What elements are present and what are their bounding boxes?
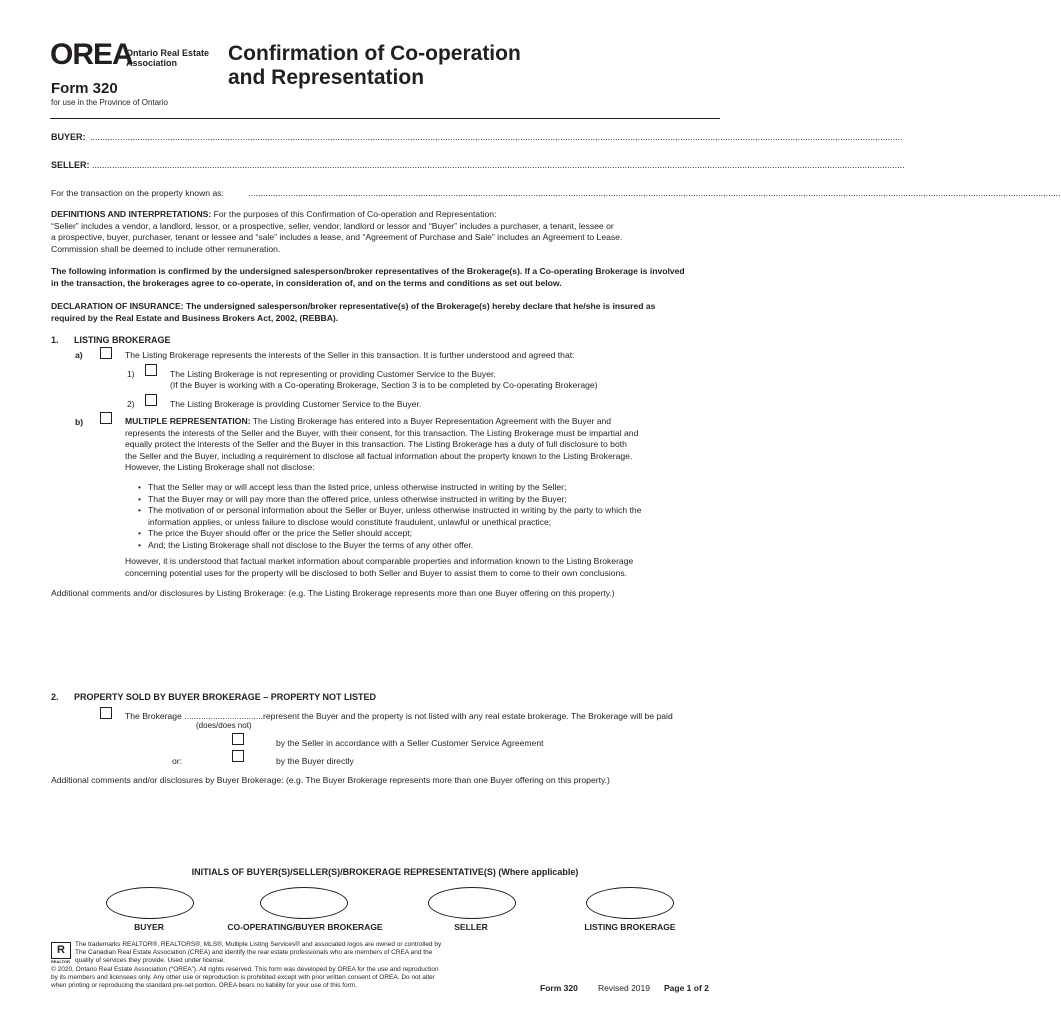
definitions-line-3: a prospective, buyer, purchaser, tenant or lessee and “sale” includes a lease, and “Agreement of Purchase and Sale” includes an Agreement to Lease. <box>51 232 623 243</box>
bullet-item: • That the Buyer may or will pay more than the offered price, unless otherwise instructed in writing by the Buyer; <box>136 494 726 506</box>
option-a-text: The Listing Brokerage represents the interests of the Seller in this transaction. It is further understood and agreed that: <box>125 350 575 360</box>
definitions-line-4: Commission shall be deemed to include other remuneration. <box>51 243 281 254</box>
bullet-item: • The price the Buyer should offer or the price the Seller should accept; <box>136 528 726 540</box>
seller-initials-label: SELLER <box>454 922 488 932</box>
definitions-line-2: “Seller” includes a vendor, a landlord, lessor, or a prospective, seller, vendor, landlord or lessor and “Buyer” includes a purchaser, a tenant, lessee or <box>51 220 614 231</box>
option-b-text <box>125 416 723 474</box>
buyer-pays-checkbox[interactable] <box>232 750 244 762</box>
trademark-line-3: quality of services they provide. Used under license. <box>75 957 225 964</box>
option-b-label: b) <box>75 417 84 427</box>
disclosure-bullets <box>136 482 726 552</box>
seller-initials-oval[interactable] <box>428 887 516 919</box>
property-label: For the transaction on the property known as: <box>51 188 224 198</box>
listing-brokerage-initials-label: LISTING BROKERAGE <box>584 922 676 932</box>
section-1-heading: LISTING BROKERAGE <box>74 335 171 345</box>
multiple-rep-heading: MULTIPLE REPRESENTATION: <box>125 416 251 426</box>
option-a1-note: (If the Buyer is working with a Co-operating Brokerage, Section 3 is to be completed by Co-operating Brokerage) <box>170 380 598 390</box>
however-line-2: concerning potential uses for the property will be disclosed to both Seller and Buyer to assist them to come to their own conclusions. <box>125 567 628 578</box>
insurance-block <box>51 301 731 324</box>
copyright-notice <box>51 966 511 990</box>
trademark-line-1: The trademarks REALTOR®, REALTORS®, MLS®, Multiple Listing Services® and associated logos are owned or controlled by <box>75 941 442 948</box>
option-b-line-4: the Seller and the Buyer, including a requirement to disclose all factual information about the property known to the Listing Brokerage. <box>125 450 633 461</box>
section-1-additional-label: Additional comments and/or disclosures by Listing Brokerage: (e.g. The Listing Brokerage represents more than one Buyer offering on this property.) <box>51 588 615 598</box>
logo-wordmark: OREA <box>50 38 133 71</box>
option-a-label: a) <box>75 350 83 360</box>
title-line-2: and Representation <box>228 66 425 89</box>
section-1-additional-field[interactable] <box>51 602 721 682</box>
however-line-1: However, it is understood that factual market information about comparable properties and information known to the Listing Brokerage <box>125 556 634 566</box>
trademark-line-2: The Canadian Real Estate Association (CREA) and identify the real estate professionals who are members of CREA and the <box>75 949 433 956</box>
initials-heading: INITIALS OF BUYER(S)/SELLER(S)/BROKERAGE REPRESENTATIVE(S) (Where applicable) <box>191 867 579 877</box>
however-block <box>125 556 725 579</box>
section-2-additional-field[interactable] <box>51 790 721 860</box>
property-field[interactable]: ..................................................................................................................................................................................................................................................................................................................................... <box>248 188 1061 198</box>
option-b-line-5: However, the Listing Brokerage shall not disclose: <box>125 462 315 473</box>
logo-org-name: Ontario Real Estate Association <box>126 48 210 68</box>
insurance-line-1: The undersigned salesperson/broker representative(s) of the Brokerage(s) hereby declare that he/she is insured as <box>185 301 656 311</box>
section-2-additional-label: Additional comments and/or disclosures by Buyer Brokerage: (e.g. The Buyer Brokerage represents more than one Buyer offering on this property.) <box>51 775 610 785</box>
form-number: Form 320 <box>51 80 118 97</box>
listing-brokerage-initials-oval[interactable] <box>586 887 674 919</box>
seller-pays-text: by the Seller in accordance with a Seller Customer Service Agreement <box>276 738 544 748</box>
bullet-3-continued: information applies, or unless failure to disclose would constitute fraudulent, unlawful or unethical practice; <box>148 516 552 527</box>
insurance-line-2: required by the Real Estate and Business Brokers Act, 2002, (REBBA). <box>51 312 339 323</box>
confirmed-line-2: in the transaction, the brokerages agree to co-operate, in consideration of, and on the terms and conditions as set out below. <box>51 277 562 288</box>
realtor-word: REALTOR <box>51 959 70 964</box>
form-title <box>228 42 588 90</box>
option-b-checkbox[interactable] <box>100 412 112 424</box>
seller-pays-checkbox[interactable] <box>232 733 244 745</box>
section-2-checkbox[interactable] <box>100 707 112 719</box>
footer-page-number: Page 1 of 2 <box>664 983 709 993</box>
option-a1-text: The Listing Brokerage is not representing or providing Customer Service to the Buyer. <box>170 369 496 379</box>
option-a2-label: 2) <box>127 399 135 409</box>
section-2-brokerage-text: The Brokerage .................................represent the Buyer and the property is not listed with any real estate brokerage. The Brokerage will be paid <box>125 711 673 721</box>
option-b-line-2: represents the interests of the Seller and the Buyer, with their consent, for this transaction. The Listing Brokerage must be impartial and <box>125 427 639 438</box>
confirmed-block <box>51 266 731 289</box>
section-2-heading: PROPERTY SOLD BY BUYER BROKERAGE – PROPERTY NOT LISTED <box>74 692 377 702</box>
definitions-heading: DEFINITIONS AND INTERPRETATIONS: <box>51 209 212 219</box>
realtor-logo <box>51 942 71 964</box>
or-label: or: <box>172 756 183 766</box>
buyer-initials-oval[interactable] <box>106 887 194 919</box>
option-a1-label: 1) <box>127 369 135 379</box>
buyer-initials-label: BUYER <box>134 922 164 932</box>
option-a1-checkbox[interactable] <box>145 364 157 376</box>
option-a-checkbox[interactable] <box>100 347 112 359</box>
bullet-item: • The motivation of or personal information about the Seller or Buyer, unless otherwise instructed in writing by the party to which the information applies, or unless failure to disclose would constitute fraudulent, unlawful or unethical practice; <box>136 505 726 528</box>
definitions-block <box>51 209 731 255</box>
copyright-line-3: when printing or reproducing the standard pre-set portion. OREA bears no liability for your use of this form. <box>51 982 358 989</box>
option-a2-text: The Listing Brokerage is providing Customer Service to the Buyer. <box>170 399 422 409</box>
does-does-not-note: (does/does not) <box>196 721 252 730</box>
footer-form-number: Form 320 <box>540 983 578 993</box>
option-b-line-1: The Listing Brokerage has entered into a Buyer Representation Agreement with the Buyer and <box>252 416 612 426</box>
buyer-field[interactable]: ..................................................................................................................................................................................................................................................................................................................................... <box>90 132 903 142</box>
bullet-item: • That the Seller may or will accept less than the listed price, unless otherwise instructed in writing by the Seller; <box>136 482 726 494</box>
confirmed-line-1: The following information is confirmed by the undersigned salesperson/broker representatives of the Brokerage(s). If a Co-operating Brokerage is involved <box>51 266 685 276</box>
option-b-line-3: equally protect the interests of the Seller and the Buyer in this transaction. The Listing Brokerage has a duty of full disclosure to both <box>125 439 627 450</box>
insurance-heading: DECLARATION OF INSURANCE: <box>51 301 184 311</box>
footer-revised: Revised 2019 <box>598 983 650 993</box>
coop-brokerage-initials-label: CO-OPERATING/BUYER BROKERAGE <box>227 922 383 932</box>
buyer-label: BUYER: <box>51 132 86 142</box>
trademark-notice <box>75 941 515 965</box>
copyright-line-1: © 2020, Ontario Real Estate Association (“OREA”). All rights reserved. This form was developed by OREA for the use and reproduction <box>51 966 439 973</box>
section-2-number: 2. <box>51 692 59 702</box>
coop-brokerage-initials-oval[interactable] <box>260 887 348 919</box>
form-subtitle: for use in the Province of Ontario <box>51 98 168 107</box>
bullet-item: • And; the Listing Brokerage shall not disclose to the Buyer the terms of any other offer. <box>136 540 726 552</box>
buyer-pays-text: by the Buyer directly <box>276 756 354 766</box>
section-1-number: 1. <box>51 335 59 345</box>
header-divider <box>50 118 720 119</box>
seller-label: SELLER: <box>51 160 90 170</box>
copyright-line-2: by its members and licensees only. Any other use or reproduction is prohibited except with prior written consent of OREA. Do not alter <box>51 974 435 981</box>
definitions-intro: For the purposes of this Confirmation of Co-operation and Representation: <box>213 209 497 219</box>
option-a2-checkbox[interactable] <box>145 394 157 406</box>
seller-field[interactable]: ..................................................................................................................................................................................................................................................................................................................................... <box>92 160 905 170</box>
realtor-r-mark: R <box>51 942 71 959</box>
orea-logo <box>50 38 210 71</box>
title-line-1: Confirmation of Co-operation <box>228 42 521 65</box>
